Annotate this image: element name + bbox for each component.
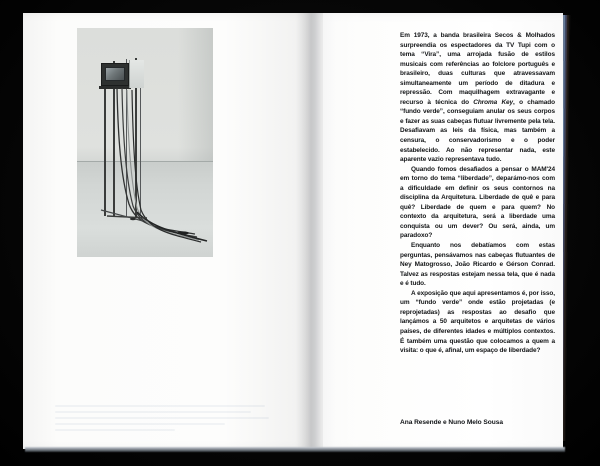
paragraph-3: Enquanto nos debatíamos com estas perguntas, pensávamos nas cabeças flutuantes de Ney Matogrosso, João Ricardo e Gérson Conrad. Talvez as respostas estejam nessa tela, que é nada e é tudo. <box>400 242 555 288</box>
left-page <box>23 13 311 449</box>
paragraph-2: Quando fomos desafiados a pensar o MAM'24 em torno do tema “liberdade”, deparámo-nos com a dificuldade em definir os seus contornos na disciplina da Arquitetura. Liberdade de quê e para quê? Liberdade de quem e para quem? No contexto da arquitetura, será a liberdade uma conquista ou um dever? Ou será, ainda, um paradoxo? <box>400 165 555 240</box>
paragraph-4: A exposição que aqui apresentamos é, por isso, um “fundo verde” onde estão projetadas (e reprojetadas) as respostas ao desafio que lançámos a 50 arquitetos e arquitetas de vários países, de diferentes idades e múltiplos contextos. É também uma questão que colocamos a quem a visita: o que é, afinal, um espaço de liberdade? <box>400 289 555 355</box>
showthrough-line <box>55 417 269 419</box>
cables-icon <box>77 28 213 257</box>
photo-background <box>77 28 213 257</box>
paragraph-1: Em 1973, a banda brasileira Secos & Molhados surpreendia os espectadores da TV Tupi com o tema “Vira”, uma arrojada fusão de estilos musicais com referências ao folclore português e brasileiro, duas culturas que atravessavam simultaneamente um período de ditadura e repressão. Com maquilhagem extravagante e recurso à técnica do Chroma Key, o chamado “fundo verde”, conseguiam anular os seus corpos e fazer as suas cabeças flutuar livremente pela tela. Desafiavam as leis da física, mas também a censura, o conservadorismo e o poder estabelecido. Ao não representar nada, este aparente vazio representava tudo. <box>400 32 555 164</box>
artwork-photo <box>77 28 213 257</box>
right-page <box>311 13 563 449</box>
showthrough-line <box>55 405 265 407</box>
essay-text-column <box>400 31 555 356</box>
authors-signature: Ana Resende e Nuno Melo Sousa <box>400 419 503 426</box>
showthrough-line <box>55 429 175 431</box>
open-book <box>23 13 563 449</box>
showthrough-line <box>55 423 225 425</box>
italic-term: Chroma Key <box>473 98 514 106</box>
book-bottom-edge <box>25 447 565 452</box>
showthrough-line <box>55 411 251 413</box>
